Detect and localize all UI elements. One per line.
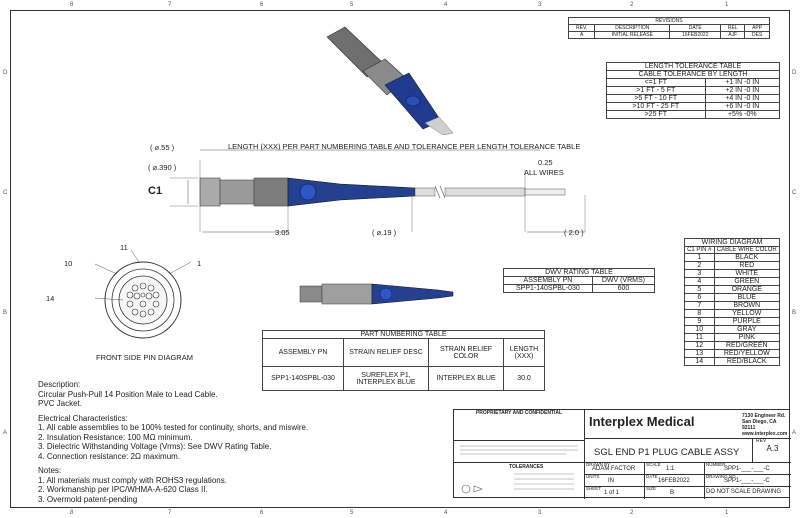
zone-label: 1 bbox=[725, 510, 729, 516]
sheet-value: 1 of 1 bbox=[604, 490, 620, 496]
wiring-diagram-table bbox=[684, 238, 780, 366]
tolerance-value: +5% -0% bbox=[705, 111, 779, 119]
wiring-pin: 10 bbox=[685, 326, 715, 334]
zone-label: A bbox=[3, 430, 8, 436]
revisions-cell: 16FEB2022 bbox=[670, 32, 721, 39]
dwv-cell: SPP1-140SPBL-030 bbox=[504, 285, 593, 293]
part-numbering-title: PART NUMBERING TABLE bbox=[263, 331, 545, 339]
part-numbering-cell: SUREFLEX P1, INTERPLEX BLUE bbox=[344, 367, 429, 391]
description-line: PVC Jacket. bbox=[38, 399, 83, 408]
wiring-pin: 5 bbox=[685, 286, 715, 294]
drawing-no-value: SPP1-___-___-C bbox=[724, 478, 770, 484]
address-line: San Diego, CA 92111 bbox=[742, 419, 777, 431]
wiring-color: BROWN bbox=[714, 302, 779, 310]
electrical-line: 4. Connection resistance: 2Ω maximum. bbox=[38, 451, 181, 461]
rev-value: A.3 bbox=[766, 444, 779, 453]
part-numbering-header: ASSEMBLY PN bbox=[263, 339, 344, 367]
length-tolerance-title: LENGTH TOLERANCE TABLE bbox=[607, 63, 780, 71]
wiring-color: RED/YELLOW bbox=[714, 350, 779, 358]
dim-diameter-390: ( ⌀.390 ) bbox=[148, 163, 177, 172]
notes-title: Notes: bbox=[38, 466, 62, 475]
zone-label: A bbox=[792, 430, 797, 436]
confidential-text-area bbox=[454, 440, 585, 463]
sheet-label: SHEET bbox=[586, 486, 602, 491]
revisions-header: APP bbox=[745, 25, 770, 32]
wiring-color: PINK bbox=[714, 334, 779, 342]
part-numbering-header: STRAIN RELIEF COLOR bbox=[429, 339, 504, 367]
length-tolerance-table bbox=[606, 62, 780, 119]
wiring-color: YELLOW bbox=[714, 310, 779, 318]
dim-connector-length: 3.05 bbox=[275, 228, 290, 237]
rev-box bbox=[752, 438, 792, 462]
wiring-pin: 9 bbox=[685, 318, 715, 326]
wiring-color: PURPLE bbox=[714, 318, 779, 326]
zone-label: 4 bbox=[444, 510, 448, 516]
wiring-color: ORANGE bbox=[714, 286, 779, 294]
pin-callout-1: 1 bbox=[197, 259, 202, 268]
zone-label: 4 bbox=[444, 2, 448, 8]
drawn-by-label: DRAWN BY bbox=[586, 462, 611, 467]
zone-label: 5 bbox=[350, 510, 354, 516]
dim-strip-note: ALL WIRES bbox=[524, 168, 564, 177]
tolerance-length: >25 FT bbox=[607, 111, 706, 119]
revisions-header: REV. bbox=[569, 25, 595, 32]
zone-label: 2 bbox=[630, 510, 634, 516]
tolerance-value: +2 IN -0 IN bbox=[705, 87, 779, 95]
tolerance-block bbox=[454, 462, 585, 499]
wiring-pin: 13 bbox=[685, 350, 715, 358]
notes-line: 1. All materials must comply with ROHS3 regulations. bbox=[38, 475, 227, 485]
notes-line: 2. Workmanship per IPC/WHMA-A-620 Class II. bbox=[38, 485, 208, 494]
drawing-no-cell bbox=[704, 474, 791, 487]
revisions-table bbox=[568, 17, 770, 39]
do-not-scale: DO NOT SCALE DRAWING bbox=[706, 489, 782, 495]
zone-label: 6 bbox=[260, 510, 264, 516]
dim-strip-length: 0.25 bbox=[538, 158, 553, 167]
address-line: www.interplex.com bbox=[742, 431, 788, 437]
wiring-color: BLUE bbox=[714, 294, 779, 302]
revisions-title: REVISIONS bbox=[569, 18, 770, 25]
notes-section bbox=[38, 380, 438, 504]
revisions-cell: AJF bbox=[721, 32, 745, 39]
zone-label: B bbox=[3, 310, 8, 316]
zone-label: B bbox=[792, 310, 797, 316]
tolerance-value: +1 IN -0 IN bbox=[705, 79, 779, 87]
notes-line: 3. Overmold patent-pending bbox=[38, 494, 138, 504]
dwv-header: DWV (VRMS) bbox=[592, 277, 654, 285]
dim-diameter-55: ( ⌀.55 ) bbox=[150, 143, 175, 152]
size-label: SIZE bbox=[646, 486, 657, 491]
wiring-pin: 4 bbox=[685, 278, 715, 286]
part-numbering-header: LENGTH (XXX) bbox=[504, 339, 545, 367]
wiring-pin: 8 bbox=[685, 310, 715, 318]
part-numbering-header: STRAIN RELIEF DESC bbox=[344, 339, 429, 367]
rev-label: REV bbox=[756, 438, 767, 444]
pin-callout-14: 14 bbox=[46, 294, 55, 303]
drawing-no-label: DRAWING NO. bbox=[706, 474, 737, 479]
revisions-header: REL bbox=[721, 25, 745, 32]
dwv-rating-table bbox=[503, 268, 655, 293]
units-label: UNITS bbox=[586, 474, 600, 479]
zone-label: D bbox=[3, 70, 8, 76]
connector-iso-view bbox=[315, 25, 460, 135]
zone-label: C bbox=[792, 190, 797, 196]
tolerances-heading: TOLERANCES bbox=[509, 464, 544, 470]
company-name: Interplex Medical bbox=[589, 414, 695, 429]
electrical-line: 1. All cable assemblies to be 100% tested for continuity, shorts, and miswire. bbox=[38, 423, 309, 432]
date-value: 16FEB2022 bbox=[658, 478, 690, 484]
zone-label: C bbox=[3, 190, 8, 196]
wiring-color: WHITE bbox=[714, 270, 779, 278]
zone-label: 6 bbox=[260, 2, 264, 8]
wiring-header: C1 PIN # bbox=[685, 247, 715, 254]
number-label: NUMBER bbox=[706, 462, 726, 467]
zone-label: 8 bbox=[70, 2, 74, 8]
connector-label-c1: C1 bbox=[148, 185, 163, 197]
wiring-color: BLACK bbox=[714, 254, 779, 262]
tolerance-value: +4 IN -0 IN bbox=[705, 95, 779, 103]
revisions-cell: A bbox=[569, 32, 595, 39]
part-numbering-cell: 30.0 bbox=[504, 367, 545, 391]
wiring-pin: 6 bbox=[685, 294, 715, 302]
wiring-color: GRAY bbox=[714, 326, 779, 334]
zone-label: 7 bbox=[168, 2, 172, 8]
tolerance-length: <=1 FT bbox=[607, 79, 706, 87]
wiring-pin: 1 bbox=[685, 254, 715, 262]
wiring-pin: 14 bbox=[685, 358, 715, 366]
tolerance-length: >10 FT - 25 FT bbox=[607, 103, 706, 111]
pin-callout-11: 11 bbox=[120, 243, 128, 252]
dwv-title: DWV RATING TABLE bbox=[504, 269, 655, 277]
zone-label: 7 bbox=[168, 510, 172, 516]
dwv-cell: 600 bbox=[592, 285, 654, 293]
tolerance-length: >5 FT - 10 FT bbox=[607, 95, 706, 103]
wiring-color: RED/GREEN bbox=[714, 342, 779, 350]
zone-label: 1 bbox=[725, 2, 729, 8]
wiring-color: RED/BLACK bbox=[714, 358, 779, 366]
zone-label: D bbox=[792, 70, 797, 76]
wiring-header: CABLE WIRE COLOR bbox=[714, 247, 779, 254]
length-note: LENGTH (XXX) PER PART NUMBERING TABLE AND TOLERANCE PER LENGTH TOLERANCE TABLE bbox=[228, 142, 581, 151]
zone-label: 5 bbox=[350, 2, 354, 8]
description-title: Description: bbox=[38, 380, 81, 389]
fine-print-lines bbox=[456, 442, 582, 460]
revisions-header: DATE bbox=[670, 25, 721, 32]
size-cell bbox=[644, 486, 705, 499]
units-value: IN bbox=[608, 478, 614, 484]
connector-photo bbox=[298, 278, 458, 310]
number-value: SPP1-___-___-C bbox=[724, 466, 770, 472]
sheet-cell bbox=[584, 486, 645, 499]
electrical-title: Electrical Characteristics: bbox=[38, 413, 128, 423]
company-address bbox=[742, 413, 789, 437]
wiring-pin: 11 bbox=[685, 334, 715, 342]
zone-label: 3 bbox=[538, 510, 542, 516]
length-tolerance-subtitle: CABLE TOLERANCE BY LENGTH bbox=[607, 71, 780, 79]
drawing-title: SGL END P1 PLUG CABLE ASSY bbox=[594, 447, 740, 458]
cable-side-view bbox=[130, 140, 610, 250]
proprietary-notice: PROPRIETARY AND CONFIDENTIAL bbox=[454, 410, 585, 441]
wiring-color: RED bbox=[714, 262, 779, 270]
zone-label: 3 bbox=[538, 2, 542, 8]
pin-callout-10: 10 bbox=[64, 259, 73, 268]
electrical-line: 3. Dielectric Withstanding Voltage (Vrms): See DWV Rating Table. bbox=[38, 442, 272, 451]
drawn-by-value: ADAM FACTOR bbox=[592, 466, 636, 472]
dim-cable-diameter: ( ⌀.19 ) bbox=[372, 228, 397, 237]
scale-value: 1:1 bbox=[666, 466, 675, 472]
wiring-pin: 2 bbox=[685, 262, 715, 270]
part-numbering-cell: SPP1-140SPBL-030 bbox=[263, 367, 344, 391]
pin-diagram-label: FRONT SIDE PIN DIAGRAM bbox=[96, 353, 193, 362]
dim-strip-total: ( 2.0 ) bbox=[564, 228, 584, 237]
wiring-pin: 12 bbox=[685, 342, 715, 350]
electrical-line: 2. Insulation Resistance: 100 MΩ minimum. bbox=[38, 432, 193, 442]
revisions-header: DESCRIPTION bbox=[595, 25, 670, 32]
zone-label: 2 bbox=[630, 2, 634, 8]
wiring-color: GREEN bbox=[714, 278, 779, 286]
pin-diagram bbox=[95, 250, 195, 350]
scale-label: SCALE bbox=[646, 462, 661, 467]
zone-label: 8 bbox=[70, 510, 74, 516]
dwv-header: ASSEMBLY PN bbox=[504, 277, 593, 285]
description-line: Circular Push-Pull 14 Position Male to Lead Cable. bbox=[38, 389, 218, 399]
wiring-pin: 7 bbox=[685, 302, 715, 310]
address-line: 7130 Engineer Rd. bbox=[742, 413, 786, 419]
tolerance-value: +6 IN -0 IN bbox=[705, 103, 779, 111]
date-label: DATE bbox=[646, 474, 658, 479]
tolerance-length: >1 FT - 5 FT bbox=[607, 87, 706, 95]
revisions-cell: DES bbox=[745, 32, 770, 39]
wiring-title: WIRING DIAGRAM bbox=[685, 239, 780, 247]
wiring-pin: 3 bbox=[685, 270, 715, 278]
title-block bbox=[453, 409, 790, 498]
revisions-cell: INITIAL RELEASE bbox=[595, 32, 670, 39]
part-numbering-cell: INTERPLEX BLUE bbox=[429, 367, 504, 391]
size-value: B bbox=[670, 490, 675, 496]
